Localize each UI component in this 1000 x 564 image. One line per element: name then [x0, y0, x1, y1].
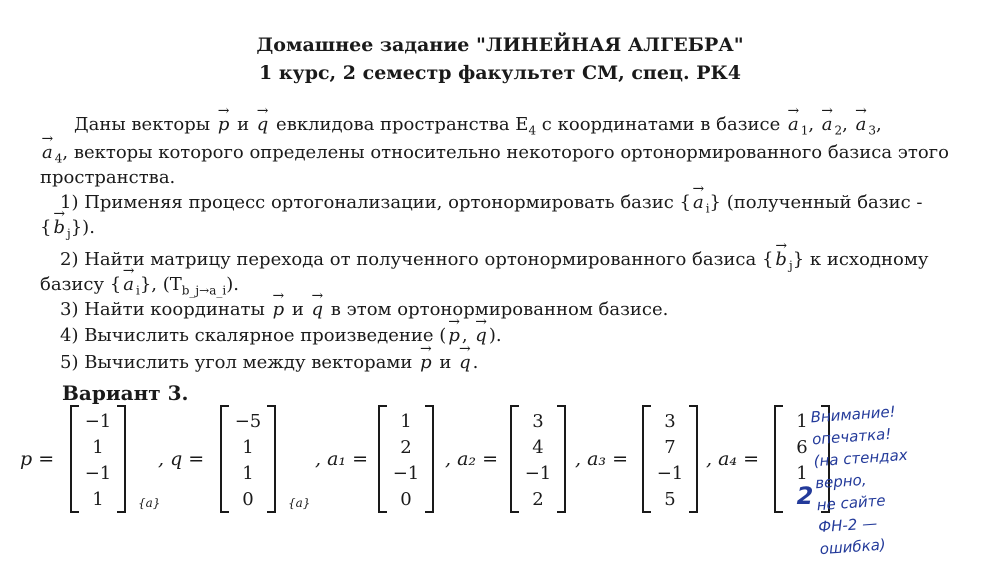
- matrix-cell: 1: [242, 463, 254, 484]
- matrix-q: [220, 405, 276, 513]
- matrix-cell: 7: [664, 437, 676, 458]
- handwritten-line: не сайте: [816, 491, 887, 515]
- matrix-cell: 1: [92, 437, 104, 458]
- matrix-cell: −1: [392, 463, 420, 484]
- matrix-cell: 0: [242, 489, 254, 510]
- matrix-cell: 4: [532, 437, 544, 458]
- matrix-cell: 1: [400, 411, 412, 432]
- matrix-cell: −1: [524, 463, 552, 484]
- handwritten-line: опечатка!: [811, 424, 892, 449]
- task-2-cont: базису {→ a $_i$}, $(T_{b\_j\to a\_i})$.: [40, 272, 239, 304]
- matrix-cell: 0: [400, 489, 412, 510]
- basis-tag-q: {a}: [288, 496, 311, 510]
- matrix-cell: 1: [796, 463, 808, 484]
- intro-line-1: Даны векторы → p и → q евклидова пространства $E_4$ с координатами в базисе → a $_1$, → a $_2$, → a $_3$,: [74, 112, 882, 144]
- label-q: , q =: [158, 448, 205, 470]
- handwritten-line: (на стендах: [813, 445, 909, 471]
- task-3: 3) Найти координаты → p и → q в этом ортонормированном базисе.: [60, 297, 668, 322]
- matrix-cell: −5: [234, 411, 262, 432]
- intro-line-3: пространства.: [40, 167, 176, 188]
- matrix-a1: [378, 405, 434, 513]
- header-title: Домашнее задание "ЛИНЕЙНАЯ АЛГЕБРА": [256, 34, 744, 56]
- task-1-cont: {→ b $_j$}).: [40, 215, 95, 247]
- matrix-a3: [642, 405, 698, 513]
- intro-line-2: → a $_4$, векторы которого определены относительно некоторого ортонормированного базиса этого: [40, 140, 949, 172]
- label-p: p =: [20, 448, 55, 470]
- handwritten-line: верно,: [814, 470, 868, 493]
- matrix-cell: 5: [664, 489, 676, 510]
- label-a4: , a₄ =: [706, 448, 759, 470]
- variant-heading: Вариант 3.: [62, 381, 189, 405]
- handwritten-line: ошибка): [819, 535, 887, 559]
- matrix-cell: −1: [84, 463, 112, 484]
- handwritten-note: [810, 394, 1000, 560]
- handwritten-line: Внимание!: [809, 402, 897, 427]
- vector-definitions: [20, 402, 820, 522]
- matrix-cell: 6: [796, 437, 808, 458]
- matrix-cell: 3: [664, 411, 676, 432]
- label-a3: , a₃ =: [575, 448, 628, 470]
- task-4: 4) Вычислить скалярное произведение (→ p , → q ).: [60, 323, 502, 348]
- matrix-p: [70, 405, 126, 513]
- matrix-cell: 1: [796, 411, 808, 432]
- matrix-cell: 3: [532, 411, 544, 432]
- matrix-cell: 1: [92, 489, 104, 510]
- header-subtitle: 1 курс, 2 семестр факультет СМ, спец. РК4: [258, 62, 741, 84]
- matrix-a2: [510, 405, 566, 513]
- matrix-cell: 2: [400, 437, 412, 458]
- handwritten-correction-digit: 2: [796, 482, 814, 510]
- basis-tag-p: {a}: [138, 496, 161, 510]
- task-5: 5) Вычислить угол между векторами → p и → q .: [60, 350, 478, 375]
- matrix-cell: 1: [242, 437, 254, 458]
- task-2: 2) Найти матрицу перехода от полученного ортонормированного базиса {→ b $_j$} к исходному: [60, 247, 928, 279]
- task-1: 1) Применяя процесс ортогонализации, ортонормировать базис {→ a $_i$} (полученный базис -: [60, 190, 922, 222]
- matrix-cell: 2: [532, 489, 544, 510]
- handwritten-line: ФН-2 —: [817, 514, 878, 537]
- matrix-cell: −1: [84, 411, 112, 432]
- vector-p: → p: [216, 112, 232, 137]
- label-a1: , a₁ =: [315, 448, 368, 470]
- label-a2: , a₂ =: [445, 448, 498, 470]
- vector-q: → q: [255, 112, 271, 137]
- matrix-cell: −1: [656, 463, 684, 484]
